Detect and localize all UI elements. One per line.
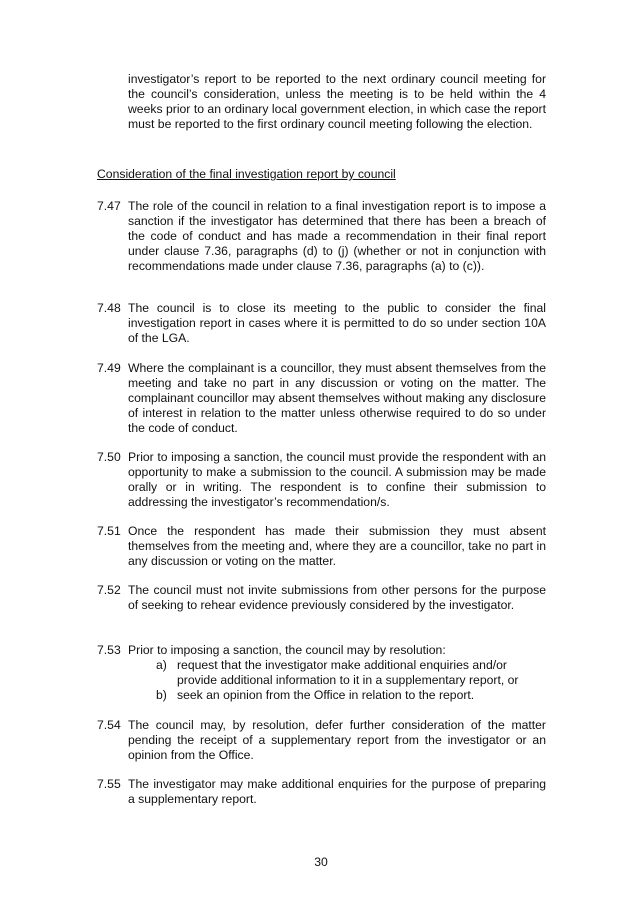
clause-7-50 (97, 450, 546, 510)
section-heading: Consideration of the final investigation report by council (97, 167, 396, 181)
sub-list (128, 658, 546, 703)
clause-text: The council is to close its meeting to the public to consider the final investigation report in cases where it is permitted to do so under section 10A of the LGA. (128, 301, 546, 345)
sub-item-b (128, 688, 546, 703)
sub-item-text: request that the investigator make additional enquiries and/or provide additional information to it in a supplementary report, or (177, 658, 519, 687)
clause-7-55 (97, 777, 546, 807)
clause-text: Prior to imposing a sanction, the council must provide the respondent with an opportunity to make a submission to the council. A submission may be made orally or in writing. The respondent is to confine their submission to addressing the investigator’s recommendation/s. (128, 450, 546, 509)
clause-number: 7.51 (97, 524, 121, 538)
clause-number: 7.52 (97, 583, 121, 597)
page-number: 30 (314, 855, 328, 869)
clause-7-51 (97, 524, 546, 569)
clause-7-54 (97, 718, 546, 763)
clause-text: Prior to imposing a sanction, the council may by resolution: (128, 643, 446, 657)
clause-7-48 (97, 301, 546, 346)
clause-text: The council must not invite submissions from other persons for the purpose of seeking to rehear evidence previously considered by the investigator. (128, 583, 546, 612)
clause-7-52 (97, 583, 546, 613)
clause-number: 7.47 (97, 199, 121, 213)
clause-text: Where the complainant is a councillor, they must absent themselves from the meeting and take no part in any discussion or voting on the matter. The complainant councillor may absent themselves without making any disclosure of interest in relation to the matter unless otherwise required to do so under the code of conduct. (128, 361, 546, 435)
clause-number: 7.48 (97, 301, 121, 315)
clause-number: 7.49 (97, 361, 121, 375)
clause-number: 7.53 (97, 643, 121, 657)
sub-item-a (128, 658, 546, 688)
clause-number: 7.54 (97, 718, 121, 732)
clause-number: 7.50 (97, 450, 121, 464)
clause-7-47 (97, 199, 546, 274)
clause-7-53 (97, 643, 546, 703)
clause-text: The role of the council in relation to a final investigation report is to impose a sanction if the investigator has determined that there has been a breach of the code of conduct and has made a recommendation in their final report under clause 7.36, paragraphs (d) to (j) (whether or not in conjunction with recommendations made under clause 7.36, paragraphs (a) to (c)). (128, 199, 546, 273)
sub-item-text: seek an opinion from the Office in relation to the report. (177, 688, 475, 702)
continuation-paragraph: investigator’s report to be reported to the next ordinary council meeting for the council’s consideration, unless the meeting is to be held within the 4 weeks prior to an ordinary local government election, in which case the report must be reported to the first ordinary council meeting following the election. (128, 72, 546, 131)
sub-item-letter: a) (156, 658, 167, 672)
clause-text: The investigator may make additional enquiries for the purpose of preparing a supplementary report. (128, 777, 546, 806)
clause-text: The council may, by resolution, defer further consideration of the matter pending the receipt of a supplementary report from the investigator or an opinion from the Office. (128, 718, 546, 762)
clause-number: 7.55 (97, 777, 121, 791)
sub-item-letter: b) (156, 688, 167, 702)
clause-7-49 (97, 361, 546, 436)
clause-text: Once the respondent has made their submission they must absent themselves from the meeting and, where they are a councillor, take no part in any discussion or voting on the matter. (128, 524, 546, 568)
